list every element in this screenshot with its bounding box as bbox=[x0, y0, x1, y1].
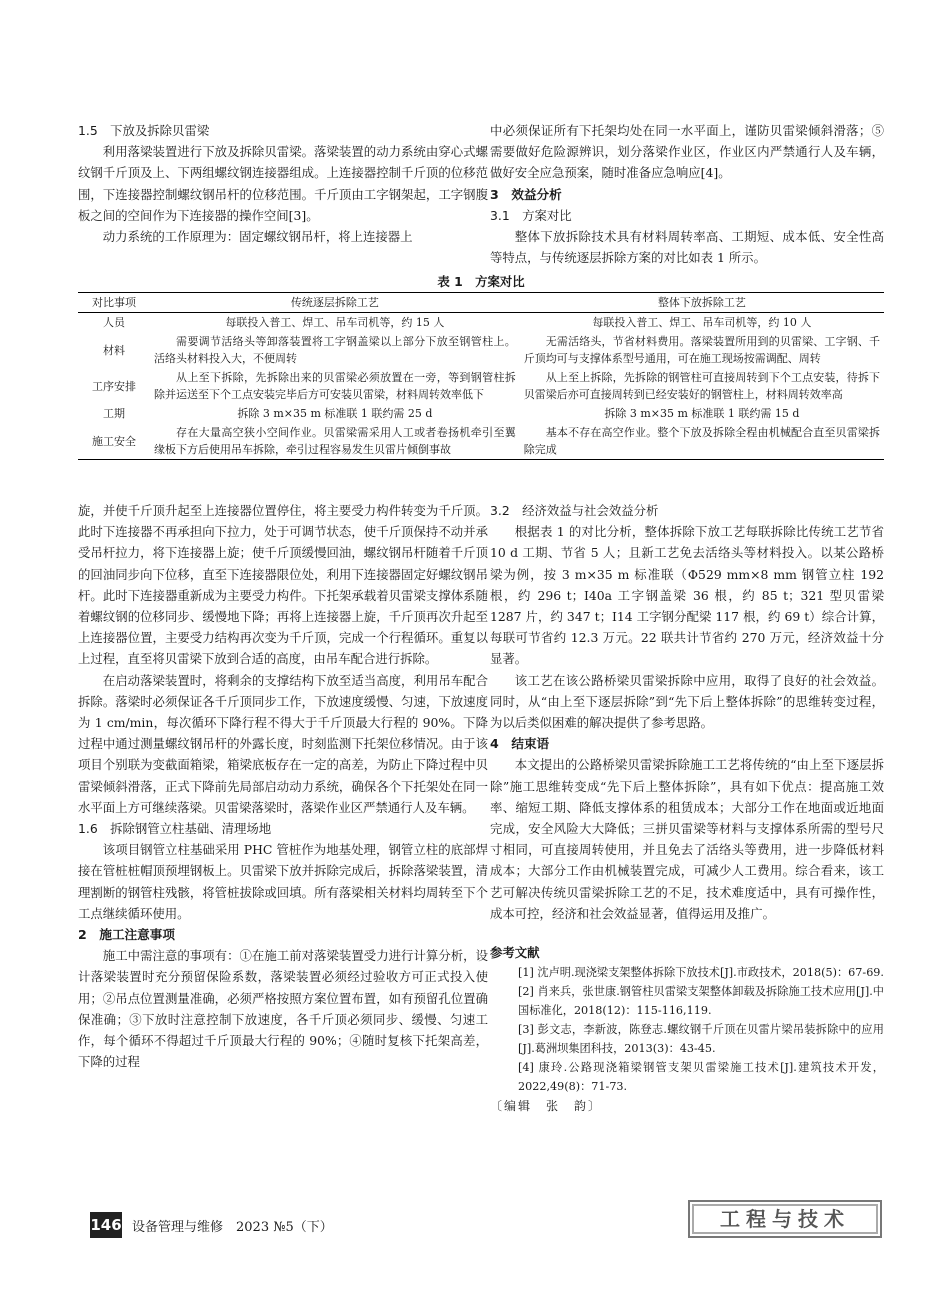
paragraph: 该工艺在该公路桥梁贝雷梁拆除中应用，取得了良好的社会效益。同时，从“由上至下逐层拆除”到“先下后上整体拆除”的思维转变过程，为以后类似困难的解决提供了参考思路。 bbox=[490, 672, 884, 731]
table-cell: 施工安全 bbox=[78, 423, 150, 460]
table-row bbox=[78, 404, 884, 423]
section-3-2-heading: 3.2 经济效益与社会效益分析 bbox=[490, 503, 659, 518]
table-cell: 工期 bbox=[103, 407, 125, 420]
section-4-heading: 4 结束语 bbox=[490, 736, 550, 752]
table-cell: 拆除 3 m×35 m 标准联 1 联约需 15 d bbox=[604, 407, 800, 420]
lower-right-column bbox=[490, 500, 884, 1117]
section-tag: 工程与技术 bbox=[688, 1200, 882, 1238]
lower-left-column bbox=[78, 500, 488, 1072]
table-row bbox=[78, 313, 884, 333]
table-cell: 材料 bbox=[103, 343, 125, 357]
table-header-row bbox=[78, 293, 884, 313]
section-3-1-heading: 3.1 方案对比 bbox=[490, 207, 572, 223]
table-header: 传统逐层拆除工艺 bbox=[150, 293, 520, 313]
editor-credit: 〔编辑 张 韵〕 bbox=[490, 1099, 603, 1114]
paragraph: 施工中需注意的事项有：①在施工前对落梁装置受力进行计算分析，设计落梁装置时充分预留保险系数，落梁装置必须经过验收方可正式投入使用；②吊点位置测量准确，必须严格按照方案位置布置，如有预留孔位置确保准确；③下放时注意控制下放速度，各千斤顶必须同步、缓慢、匀速工作，每个循环不得超过千斤顶最大行程的 90%；④随时复核下托架高差，下降的过程 bbox=[78, 948, 488, 1070]
table-title: 表 1 方案对比 bbox=[437, 274, 525, 289]
paragraph: 本文提出的公路桥梁贝雷梁拆除施工工艺将传统的“由上至下逐层拆除”施工思维转变成“先下后上整体拆除”，具有如下优点：提高施工效率、缩短工期、降低支撑体系的租赁成本；大部分工作在地面或近地面完成，安全风险大大降低；三拼贝雷梁等材料与支撑体系所需的型号尺寸相同，可直接周转使用，并且免去了活络头等费用，进一步降低材料成本；大部分工作由机械装置完成，可减少人工费用。综合看来，该工艺可解决传统贝雷梁拆除工艺的不足，技术难度适中，具有可操作性，成本可控，经济和社会效益显著，值得运用及推广。 bbox=[490, 757, 884, 921]
paragraph: 该项目钢管立柱基础采用 PHC 管桩作为地基处理，钢管立柱的底部焊接在管桩桩帽顶预埋钢板上。贝雷梁下放并拆除完成后，拆除落梁装置，清理割断的钢管柱残骸，将管桩拔除或回填。所有落梁相关材料均周转至下个工点继续循环使用。 bbox=[78, 842, 488, 921]
section-2-heading: 2 施工注意事项 bbox=[78, 927, 175, 943]
page-number: 146 bbox=[90, 1212, 122, 1238]
table-header: 整体下放拆除工艺 bbox=[520, 293, 884, 313]
section-1-5-heading: 1.5 下放及拆除贝雷梁 bbox=[78, 123, 210, 138]
paragraph: 根据表 1 的对比分析，整体拆除下放工艺每联拆除比传统工艺节省 10 d 工期、节省 5 人；且新工艺免去活络头等材料投入。以某公路桥梁为例，按 3 m×35 m 标准联（Φ529 mm×8 mm 钢管立柱 192 根，约 296 t；I40a 工字钢盖梁 36 根，约 85 t；321 型贝雷梁 1287 片，约 347 t；I14 工字钢分配梁 117 根，约 69 t）综合计算，每联可节省约 12.3 万元。22 联共计节省约 270 万元，经济效益十分显著。 bbox=[490, 524, 884, 667]
paragraph: 利用落梁装置进行下放及拆除贝雷梁。落梁装置的动力系统由穿心式螺纹钢千斤顶及上、下两组螺纹钢连接器组成。上连接器控制千斤顶的位移范围，下连接器控制螺纹钢吊杆的位移范围。千斤顶由工字钢架起，工字钢腹板之间的空间作为下连接器的操作空间[3]。 bbox=[78, 144, 488, 223]
section-1-6-heading: 1.6 拆除钢管立柱基础、清理场地 bbox=[78, 821, 272, 837]
paragraph: 整体下放拆除技术具有材料周转率高、工期短、成本低、安全性高等特点，与传统逐层拆除方案的对比如表 1 所示。 bbox=[490, 229, 884, 266]
table-row bbox=[78, 332, 884, 368]
table-cell: 需要调节活络头等卸落装置将工字钢盖梁以上部分下放至钢管柱上。活络头材料投入大，不便周转 bbox=[154, 335, 516, 365]
table-cell: 基本不存在高空作业。整个下放及拆除全程由机械配合直至贝雷梁拆除完成 bbox=[520, 423, 884, 460]
paragraph: 旋，并使千斤顶升起至上连接器位置停住，将主要受力构件转变为千斤顶。此时下连接器不再承担向下拉力，处于可调节状态，使千斤顶保持不动并承受吊杆拉力，将下连接器上旋；使千斤顶缓慢回油，螺纹钢吊杆随着千斤顶的回油同步向下位移，直至下连接器限位处，利用下连接器固定好螺纹钢吊杆。此时下连接器重新成为主要受力构件。下托架承载着贝雷梁支撑体系随着螺纹钢的位移同步、缓慢地下降；再将上连接器上旋，千斤顶再次升起至上连接器位置，主要受力结构再次变为千斤顶，完成一个行程循环。重复以上过程，直至将贝雷梁下放到合适的高度，由吊车配合进行拆除。 bbox=[78, 503, 488, 667]
comparison-table bbox=[78, 292, 884, 460]
journal-info: 设备管理与维修 2023 №5（下） bbox=[132, 1220, 333, 1235]
table-cell: 无需活络头，节省材料费用。落梁装置所用到的贝雷梁、工字钢、千斤顶均可与支撑体系型号通用，可在施工现场按需调配、周转 bbox=[523, 335, 880, 365]
table-cell: 从上至上拆除，先拆除的钢管柱可直接周转到下个工点安装，待拆下贝雷梁后亦可直接周转到已经安装好的钢管柱上，材料周转效率高 bbox=[523, 371, 880, 401]
table-cell: 从上至下拆除，先拆除出来的贝雷梁必须放置在一旁，等到钢管柱拆除并运送至下个工点安装完毕后方可安装贝雷梁，材料周转效率低下 bbox=[154, 371, 516, 401]
table-row bbox=[78, 368, 884, 404]
table-cell: 拆除 3 m×35 m 标准联 1 联约需 25 d bbox=[237, 407, 433, 420]
table-cell: 工序安排 bbox=[92, 379, 136, 393]
upper-right-column bbox=[490, 120, 884, 268]
table-cell: 每联投入普工、焊工、吊车司机等，约 15 人 bbox=[225, 316, 445, 329]
references-title: 参考文献 bbox=[490, 945, 540, 961]
paragraph: 中必须保证所有下托架均处在同一水平面上，谨防贝雷梁倾斜滑落；⑤需要做好危险源辨识，划分落梁作业区，作业区内严禁通行人及车辆，做好安全应急预案，随时准备应急响应[4]。 bbox=[490, 123, 884, 181]
table-cell: 每联投入普工、焊工、吊车司机等，约 10 人 bbox=[592, 316, 812, 329]
reference-item: [4] 康玲.公路现浇箱梁钢管支架贝雷梁施工技术[J].建筑技术开发，2022,49(8)：71-73. bbox=[518, 1061, 884, 1094]
upper-left-column bbox=[78, 120, 488, 247]
reference-item: [1] 沈卢明.现浇梁支架整体拆除下放技术[J].市政技术，2018(5)：67-69. bbox=[518, 966, 884, 980]
paragraph: 动力系统的工作原理为：固定螺纹钢吊杆，将上连接器上 bbox=[102, 229, 413, 245]
table-header: 对比事项 bbox=[78, 293, 150, 313]
table-cell: 人员 bbox=[103, 316, 125, 329]
reference-item: [3] 彭文志，李新波，陈登志.螺纹钢千斤顶在贝雷片梁吊装拆除中的应用[J].葛洲坝集团科技，2013(3)：43-45. bbox=[518, 1023, 884, 1056]
table-row bbox=[78, 423, 884, 460]
section-3-heading: 3 效益分析 bbox=[490, 186, 562, 202]
reference-item: [2] 肖来兵，张世康.钢管柱贝雷梁支架整体卸载及拆除施工技术应用[J].中国标准化，2018(12)：115-116,119. bbox=[518, 985, 884, 1018]
table-cell: 存在大量高空狭小空间作业。贝雷梁需采用人工或者卷扬机牵引至翼缘板下方后使用吊车拆除，牵引过程容易发生贝雷片倾倒事故 bbox=[150, 423, 520, 460]
paragraph: 在启动落梁装置时，将剩余的支撑结构下放至适当高度，利用吊车配合拆除。落梁时必须保证各千斤顶同步工作，下放速度缓慢、匀速，下放速度为 1 cm/min，每次循环下降行程不得大于千斤顶最大行程的 90%。下降过程中通过测量螺纹钢吊杆的外露长度，时刻监测下托架位移情况。由于该项目个别联为变截面箱梁，箱梁底板存在一定的高差，为防止下降过程中贝雷梁倾斜滑落，正式下降前先局部启动动力系统，确保各个下托架处在同一水平面上方可继续落梁。贝雷梁落梁时，落梁作业区严禁通行人及车辆。 bbox=[78, 672, 488, 815]
